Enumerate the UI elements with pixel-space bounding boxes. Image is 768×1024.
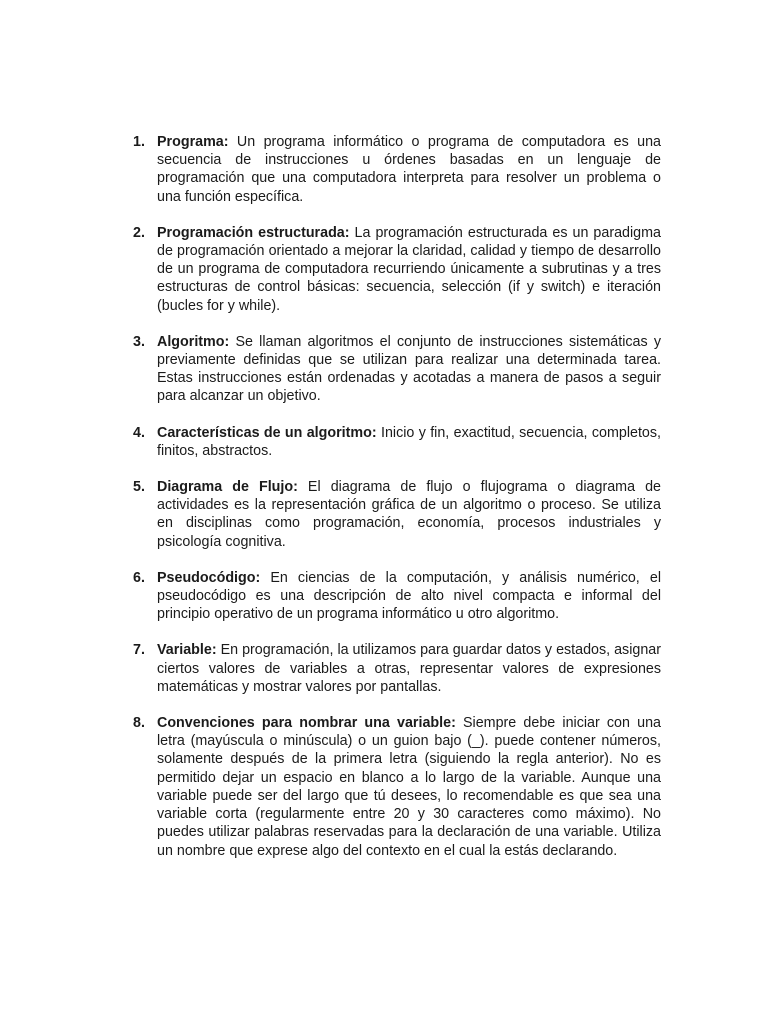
definition-item-programacion-estructurada <box>133 224 661 315</box>
item-number: 6. <box>133 569 145 586</box>
item-definition: En programación, la utilizamos para guardar datos y estados, asignar ciertos valores de variables a otras, representar valores de expresiones matemáticas y mostrar valores por pantallas. <box>157 642 661 695</box>
definition-item-caracteristicas <box>133 424 661 460</box>
item-number: 5. <box>133 479 145 496</box>
item-number: 4. <box>133 424 145 441</box>
definition-list <box>0 133 768 860</box>
item-number: 2. <box>133 224 145 241</box>
item-term: Programación estructurada: <box>157 224 350 241</box>
definition-item-programa <box>133 133 661 206</box>
definition-item-algoritmo <box>133 333 661 406</box>
item-term: Características de un algoritmo: <box>157 424 377 441</box>
definition-item-variable <box>133 641 661 696</box>
item-definition: En ciencias de la computación, y análisis numérico, el pseudocódigo es una descripción de alto nivel compacta e informal del principio operativo de un programa informático u otro algoritmo. <box>157 569 661 623</box>
item-number: 3. <box>133 333 145 350</box>
item-term: Programa: <box>157 134 229 150</box>
item-definition: Siempre debe iniciar con una letra (mayúscula o minúscula) o un guion bajo (_). puede contener números, solamente después de la primera letra (siguiendo la regla anterior). No es permitido dejar un espacio en blanco a lo largo de la variable. Aunque una variable puede ser del largo que tú desees, lo recomendable es que sea una variable corta (regularmente entre 20 y 30 caracteres como máximo). No puedes utilizar palabras reservadas para la declaración de una variable. Utiliza un nombre que exprese algo del contexto en el cual la estás declarando. <box>157 715 661 859</box>
item-term: Pseudocódigo: <box>157 569 261 586</box>
definition-item-diagrama-de-flujo <box>133 478 661 551</box>
item-term: Variable: <box>157 642 217 659</box>
item-definition: Inicio y fin, exactitud, secuencia, completos, finitos, abstractos. <box>157 424 661 459</box>
item-definition: La programación estructurada es un paradigma de programación orientado a mejorar la claridad, calidad y tiempo de desarrollo de un programa de computadora recurriendo únicamente a subrutinas y a tres estructuras de control básicas: secuencia, selección (if y switch) e iteración (bucles for y while). <box>157 224 661 314</box>
item-number: 1. <box>133 134 145 150</box>
item-definition: Un programa informático o programa de computadora es una secuencia de instrucciones u órdenes basadas en un lenguaje de programación que una computadora interpreta para resolver un problema o una función específica. <box>157 134 661 205</box>
item-term: Convenciones para nombrar una variable: <box>157 715 456 732</box>
item-number: 8. <box>133 715 145 732</box>
item-term: Diagrama de Flujo: <box>157 479 298 496</box>
item-term: Algoritmo: <box>157 333 230 350</box>
definition-item-pseudocodigo <box>133 569 661 624</box>
item-number: 7. <box>133 642 145 659</box>
item-definition: El diagrama de flujo o flujograma o diagrama de actividades es la representación gráfica de un algoritmo o proceso. Se utiliza en disciplinas como programación, economía, procesos industriales y psicología cognitiva. <box>157 479 661 550</box>
item-definition: Se llaman algoritmos el conjunto de instrucciones sistemáticas y previamente definidas que se utilizan para realizar una determinada tarea. Estas instrucciones están ordenadas y acotadas a manera de pasos a seguir para alcanzar un objetivo. <box>157 333 661 405</box>
definition-item-convenciones <box>133 714 661 860</box>
